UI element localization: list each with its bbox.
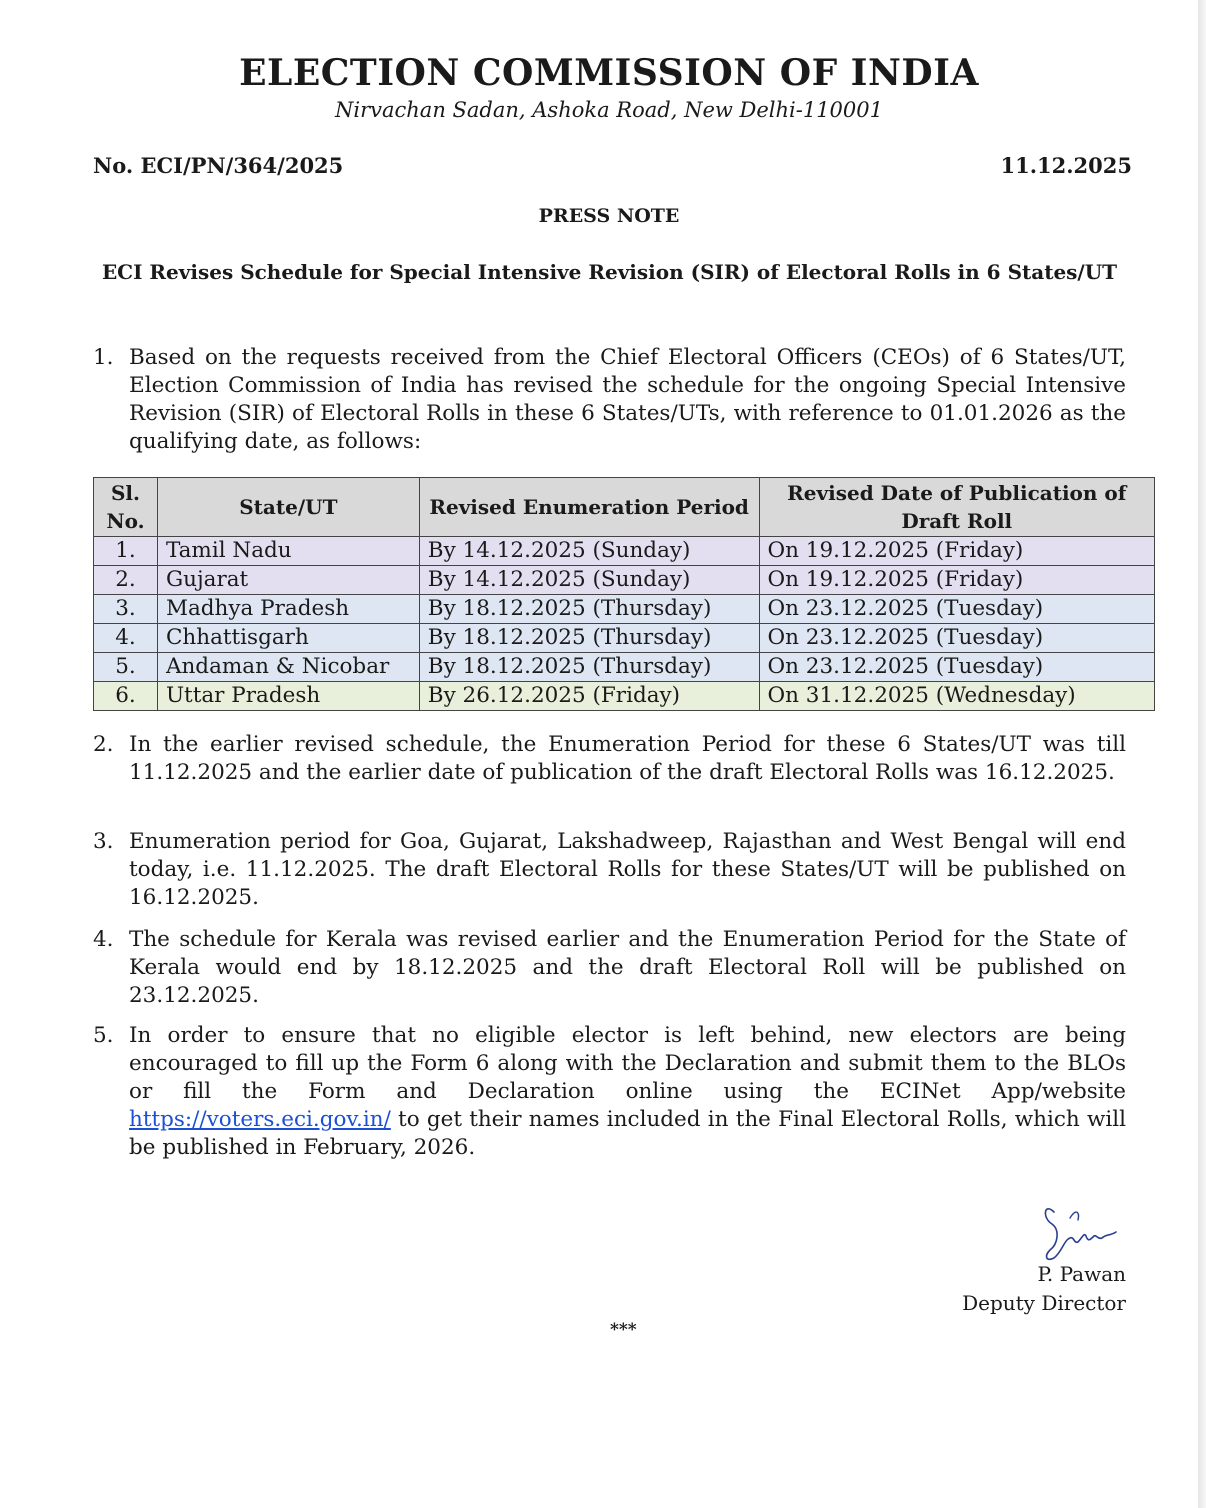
table-row (94, 566, 1155, 595)
cell-draft: On 23.12.2025 (Tuesday) (759, 595, 1155, 624)
cell-draft: On 23.12.2025 (Tuesday) (759, 653, 1155, 682)
table-row (94, 624, 1155, 653)
cell-enumeration: By 18.12.2025 (Thursday) (419, 595, 759, 624)
signatory-title: Deputy Director (962, 1291, 1126, 1315)
table-row (94, 537, 1155, 566)
cell-enumeration: By 26.12.2025 (Friday) (419, 682, 759, 711)
cell-draft: On 23.12.2025 (Tuesday) (759, 624, 1155, 653)
paragraph-text (129, 1022, 1126, 1162)
cell-sl: 3. (94, 595, 158, 624)
cell-enumeration: By 14.12.2025 (Sunday) (419, 537, 759, 566)
cell-state: Tamil Nadu (157, 537, 419, 566)
paragraph-text: Enumeration period for Goa, Gujarat, Lakshadweep, Rajasthan and West Bengal will end today, i.e. 11.12.2025. The draft Electoral Rolls for these States/UT will be published on 16.12.2025. (129, 829, 1126, 910)
cell-state: Madhya Pradesh (157, 595, 419, 624)
voters-portal-link[interactable]: https://voters.eci.gov.in/ (129, 1107, 391, 1132)
table-header-row (94, 478, 1155, 537)
header-enumeration-period: Revised Enumeration Period (419, 478, 759, 537)
document-subject: ECI Revises Schedule for Special Intensive Revision (SIR) of Electoral Rolls in 6 States/UT (101, 260, 1118, 284)
table-row (94, 595, 1155, 624)
cell-enumeration: By 18.12.2025 (Thursday) (419, 653, 759, 682)
organization-address: Nirvachan Sadan, Ashoka Road, New Delhi-110001 (335, 98, 883, 122)
paragraph-number: 2. (93, 732, 114, 757)
table-row (94, 653, 1155, 682)
cell-enumeration: By 18.12.2025 (Thursday) (419, 624, 759, 653)
paragraph-text: The schedule for Kerala was revised earlier and the Enumeration Period for the State of Kerala would end by 18.12.2025 and the draft Electoral Roll will be published on 23.12.2025. (129, 927, 1126, 1008)
cell-sl: 2. (94, 566, 158, 595)
end-mark: *** (610, 1320, 637, 1340)
cell-draft: On 19.12.2025 (Friday) (759, 537, 1155, 566)
paragraph-5 (93, 1022, 1126, 1162)
cell-sl: 6. (94, 682, 158, 711)
header-sl-no: Sl. No. (94, 478, 158, 537)
paragraph-text-before-link: In order to ensure that no eligible elector is left behind, new electors are being encouraged to fill up the Form 6 along with the Declaration and submit them to the BLOs or fill the Form and Declaration online using the ECINet App/website (129, 1023, 1126, 1104)
cell-sl: 4. (94, 624, 158, 653)
cell-sl: 5. (94, 653, 158, 682)
header-draft-publication: Revised Date of Publication of Draft Roll (759, 478, 1155, 537)
document-date: 11.12.2025 (1000, 153, 1132, 178)
paragraph-2 (93, 731, 1126, 787)
cell-state: Gujarat (157, 566, 419, 595)
header-state: State/UT (157, 478, 419, 537)
signature-mark (1040, 1198, 1120, 1266)
paragraph-number: 4. (93, 927, 114, 952)
paragraph-3 (93, 828, 1126, 912)
paragraph-4 (93, 926, 1126, 1010)
paragraph-number: 3. (93, 829, 114, 854)
reference-number: No. ECI/PN/364/2025 (93, 153, 344, 178)
paragraph-text-after-link: to get their names included in the Final Electoral Rolls, which will be published in February, 2026. (129, 1107, 1126, 1160)
organization-title: ELECTION COMMISSION OF INDIA (239, 52, 979, 94)
cell-draft: On 19.12.2025 (Friday) (759, 566, 1155, 595)
document-type: PRESS NOTE (538, 205, 680, 227)
paragraph-text: Based on the requests received from the Chief Electoral Officers (CEOs) of 6 States/UT, Election Commission of India has revised the schedule for the ongoing Special Intensive Revision (SIR) of Electoral Rolls in these 6 States/UTs, with reference to 01.01.2026 as the qualifying date, as follows: (129, 345, 1126, 454)
cell-draft: On 31.12.2025 (Wednesday) (759, 682, 1155, 711)
cell-state: Uttar Pradesh (157, 682, 419, 711)
revised-schedule-table (93, 477, 1155, 711)
paragraph-number: 5. (93, 1023, 114, 1048)
paragraph-1 (93, 344, 1126, 456)
cell-enumeration: By 14.12.2025 (Sunday) (419, 566, 759, 595)
cell-sl: 1. (94, 537, 158, 566)
table-row (94, 682, 1155, 711)
cell-state: Andaman & Nicobar (157, 653, 419, 682)
signatory-name: P. Pawan (1037, 1262, 1126, 1286)
cell-state: Chhattisgarh (157, 624, 419, 653)
paragraph-number: 1. (93, 345, 114, 370)
paragraph-text: In the earlier revised schedule, the Enumeration Period for these 6 States/UT was till 11.12.2025 and the earlier date of publication of the draft Electoral Rolls was 16.12.2025. (129, 732, 1126, 785)
